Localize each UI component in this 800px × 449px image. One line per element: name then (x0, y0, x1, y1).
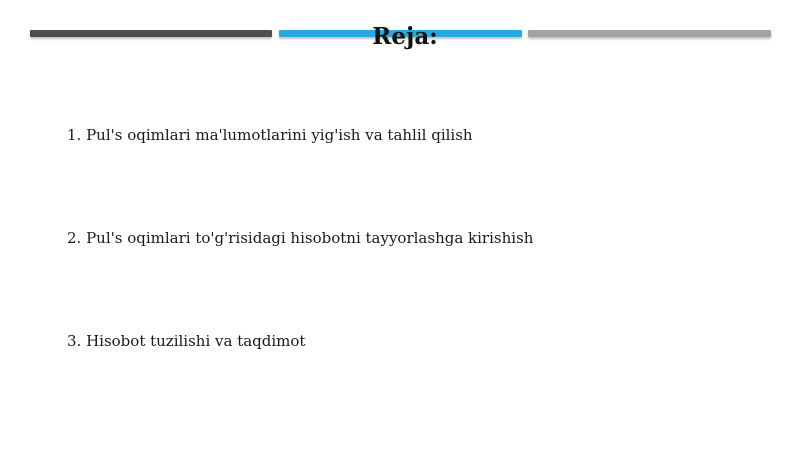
plan-item-2: 2. Pul's oqimlari to'g'risidagi hisobotni tayyorlashga kirishish (67, 229, 534, 247)
slide-title: Reja: (372, 23, 438, 50)
plan-item-3: 3. Hisobot tuzilishi va taqdimot (67, 332, 306, 350)
plan-item-1: 1. Pul's oqimlari ma'lumotlarini yig'ish va tahlil qilish (67, 126, 473, 144)
